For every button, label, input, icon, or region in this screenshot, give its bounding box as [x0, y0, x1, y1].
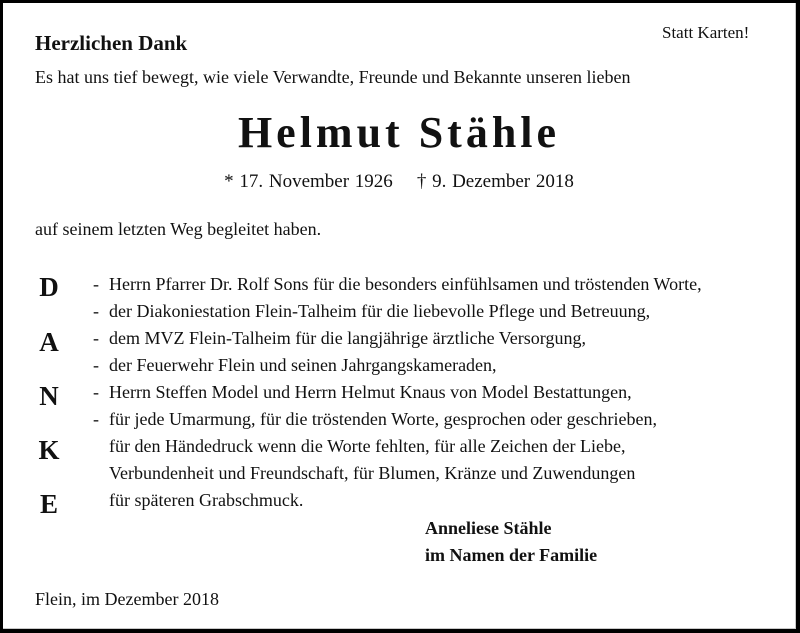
thanks-line: Verbundenheit und Freundschaft, für Blumen, Kränze und Zuwendungen [109, 463, 636, 483]
thanks-line: - Herrn Pfarrer Dr. Rolf Sons für die besonders einfühlsamen und tröstenden Worte, [93, 274, 702, 294]
danke-letter-n: N [39, 381, 59, 411]
intro-text: Es hat uns tief bewegt, wie viele Verwandte, Freunde und Bekannte unseren lieben [35, 67, 631, 87]
statt-karten-note: Statt Karten! [662, 23, 750, 42]
thanks-line: für späteren Grabschmuck. [109, 490, 304, 510]
danke-letter-a: A [39, 327, 59, 357]
life-dates [3, 171, 795, 193]
thanks-line: - der Feuerwehr Flein und seinen Jahrgangskameraden, [93, 355, 497, 375]
heading: Herzlichen Dank [35, 31, 188, 55]
followup-text: auf seinem letzten Weg begleitet haben. [35, 219, 322, 239]
birth-date: * 17. November 1926 [224, 171, 393, 192]
thanks-line: für den Händedruck wenn die Worte fehlten, für alle Zeichen der Liebe, [109, 436, 626, 456]
obituary-thank-you-card [3, 3, 796, 629]
signature-subline: im Namen der Familie [425, 545, 598, 565]
place-date: Flein, im Dezember 2018 [35, 589, 219, 609]
deceased-name: Helmut Stähle [237, 108, 561, 157]
danke-letter-d: D [39, 272, 59, 302]
signature-name: Anneliese Stähle [425, 518, 552, 538]
thanks-line: - der Diakoniestation Flein-Talheim für die liebevolle Pflege und Betreuung, [93, 301, 651, 321]
death-date: † 9. Dezember 2018 [416, 171, 574, 192]
thanks-line: - dem MVZ Flein-Talheim für die langjährige ärztliche Versorgung, [93, 328, 586, 348]
thanks-line: - Herrn Steffen Model und Herrn Helmut Knaus von Model Bestattungen, [93, 382, 632, 402]
danke-letter-k: K [38, 435, 60, 465]
danke-letter-e: E [39, 489, 58, 519]
thanks-line: - für jede Umarmung, für die tröstenden Worte, gesprochen oder geschrieben, [93, 409, 658, 429]
